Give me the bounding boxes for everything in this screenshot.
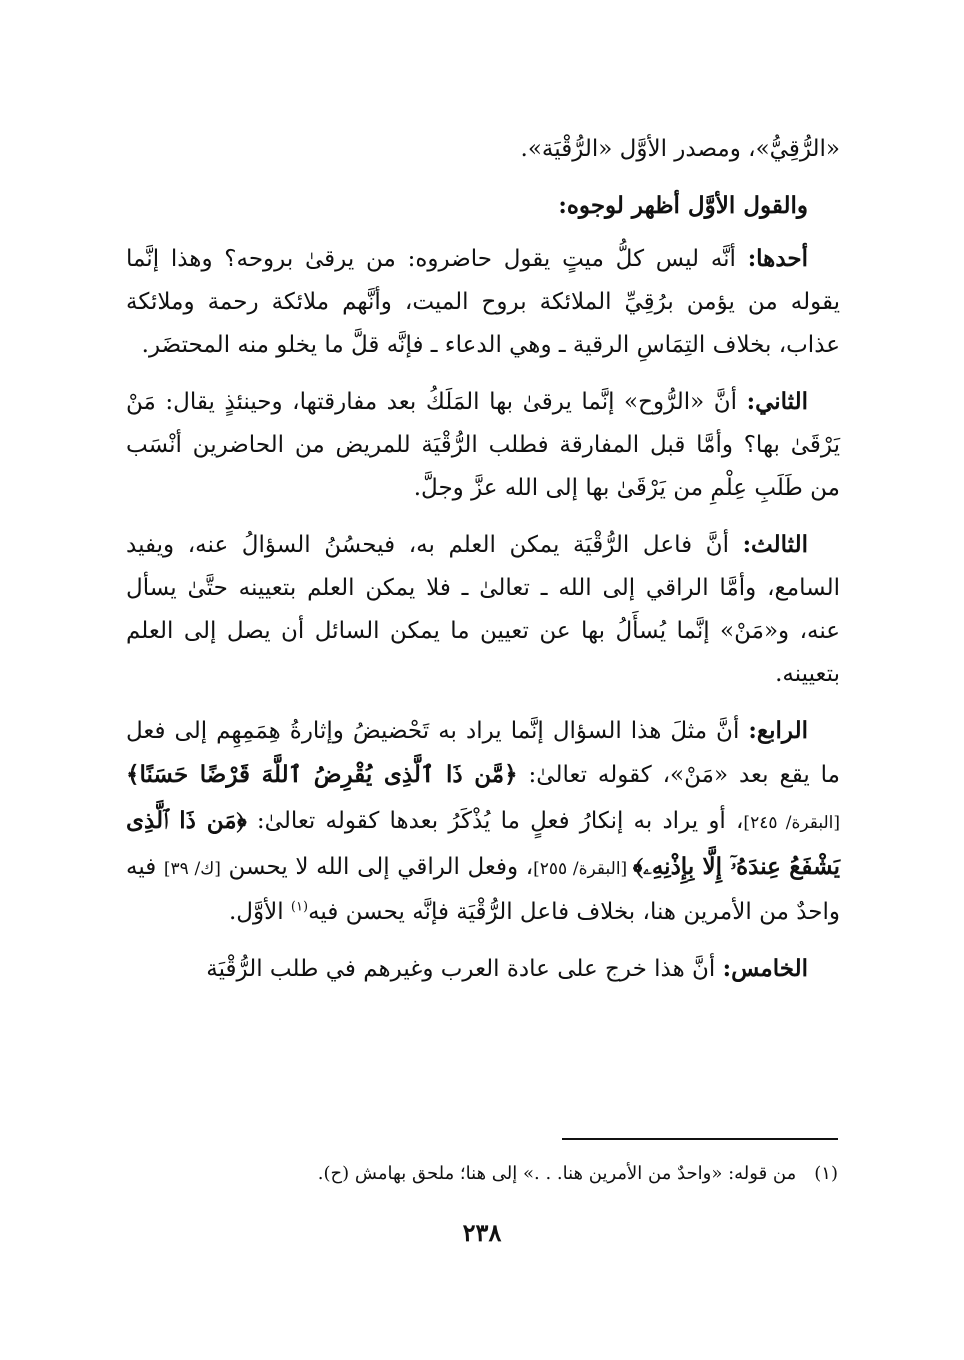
paragraph-text: ، وفعل الراقي إلى الله لا يحسن xyxy=(220,854,534,880)
footnote-divider xyxy=(562,1138,838,1140)
paragraph-lead: الرابع: xyxy=(748,717,808,744)
page-body xyxy=(126,128,840,1004)
page-number: ٢٣٨ xyxy=(462,1218,502,1247)
footnote-number: (١) xyxy=(814,1163,838,1184)
intro-line: «الرُّقِيُّ»، ومصدر الأوَّل «الرُّقْيَة». xyxy=(520,136,840,162)
footnote-marker[interactable]: (١) xyxy=(290,899,309,915)
paragraph-text: أنَّه ليس كلُّ ميتٍ يقول حاضروه: من يرقىٰ بروحه؟ وهذا إنَّما يقوله من يؤمن برُقِيِّ الملائكة بروح الميت، وأنَّهم ملائكة رحمة وملائكة عذاب، بخلاف التِمَاسِ الرقية ـ وهي الدعاء ـ فإنَّه قلَّ ما يخلو منه المحتضَر. xyxy=(126,246,840,358)
manuscript-reference: [ك/ ٣٩] xyxy=(163,859,221,879)
verse-reference: [البقرة/ ٢٤٥] xyxy=(743,813,841,833)
paragraph-first xyxy=(126,237,840,367)
quran-verse: ﴿مَّن ذَا ٱلَّذِى يُقْرِضُ ٱللَّهَ قَرْضًا حَسَنًا﴾ xyxy=(126,761,518,788)
paragraph-lead: الثاني: xyxy=(746,388,808,415)
footnote xyxy=(124,1160,838,1188)
footnote-text: من قوله: «واحدٌ من الأمرين هنا. . .» إلى هنا؛ ملحق بهامش (ح). xyxy=(317,1163,797,1184)
paragraph-fifth xyxy=(126,947,840,991)
paragraph-text: الأوَّل. xyxy=(228,899,291,925)
paragraph-text: أنَّ فاعل الرُّقْيَة يمكن العلم به، فيحسُنُ السؤالُ عنه، ويفيد السامع، وأمَّا الراقي إلى الله ـ تعالىٰ ـ فلا يمكن العلم بتعيينه حتَّىٰ يسأل عنه، و«مَنْ» إنَّما يُسأَلُ بها عن تعيين ما يمكن السائل أن يصل إلى العلم بتعيينه. xyxy=(126,532,840,687)
paragraph-second xyxy=(126,380,840,510)
paragraph-lead: الخامس: xyxy=(722,955,808,982)
paragraph-lead: أحدها: xyxy=(747,245,808,272)
paragraph-lead: الثالث: xyxy=(742,531,808,558)
paragraph-text: ، أو يراد به إنكارُ فعلٍ ما يُذْكَرُ بعدها كقوله تعالىٰ: xyxy=(246,808,744,834)
paragraph-text: أنَّ مثلَ هذا السؤال إنَّما يراد به تَحْضيضُ وإثارةُ هِمَمِهِم إلى فعل ما يقع بعد «مَنْ»، كقوله تعالىٰ: xyxy=(126,718,840,788)
paragraph-fourth xyxy=(126,709,840,934)
quran-verse: ﴿مَن ذَا ٱلَّذِى يَشْفَعُ عِندَهُۥٓ إِلَّا بِإِذْنِهِۦ﴾ xyxy=(126,807,840,880)
paragraph-text: فيه واحدٌ من الأمرين هنا، بخلاف فاعل الرُّقْيَة فإنَّه يحسن فيه xyxy=(126,854,840,925)
section-heading: والقول الأوَّل أظهر لوجوه: xyxy=(558,192,808,219)
verse-reference: [البقرة/ ٢٥٥] xyxy=(533,859,633,879)
paragraph-text: أنَّ هذا خرج على عادة العرب وغيرهم في طلب الرُّقْيَة xyxy=(206,956,723,982)
paragraph-text: أنَّ «الرُّوح» إنَّما يرقىٰ بها المَلَكُ بعد مفارقتها، وحينئذٍ يقال: مَنْ يَرْقَىٰ بها؟ وأمَّا قبل المفارقة فطلب الرُّقْيَة للمريض من الحاضرين أنْسَب من طَلَبِ عِلْمِ من يَرْقَىٰ بها إلى الله عزَّ وجلَّ. xyxy=(126,389,840,501)
paragraph-third xyxy=(126,523,840,696)
